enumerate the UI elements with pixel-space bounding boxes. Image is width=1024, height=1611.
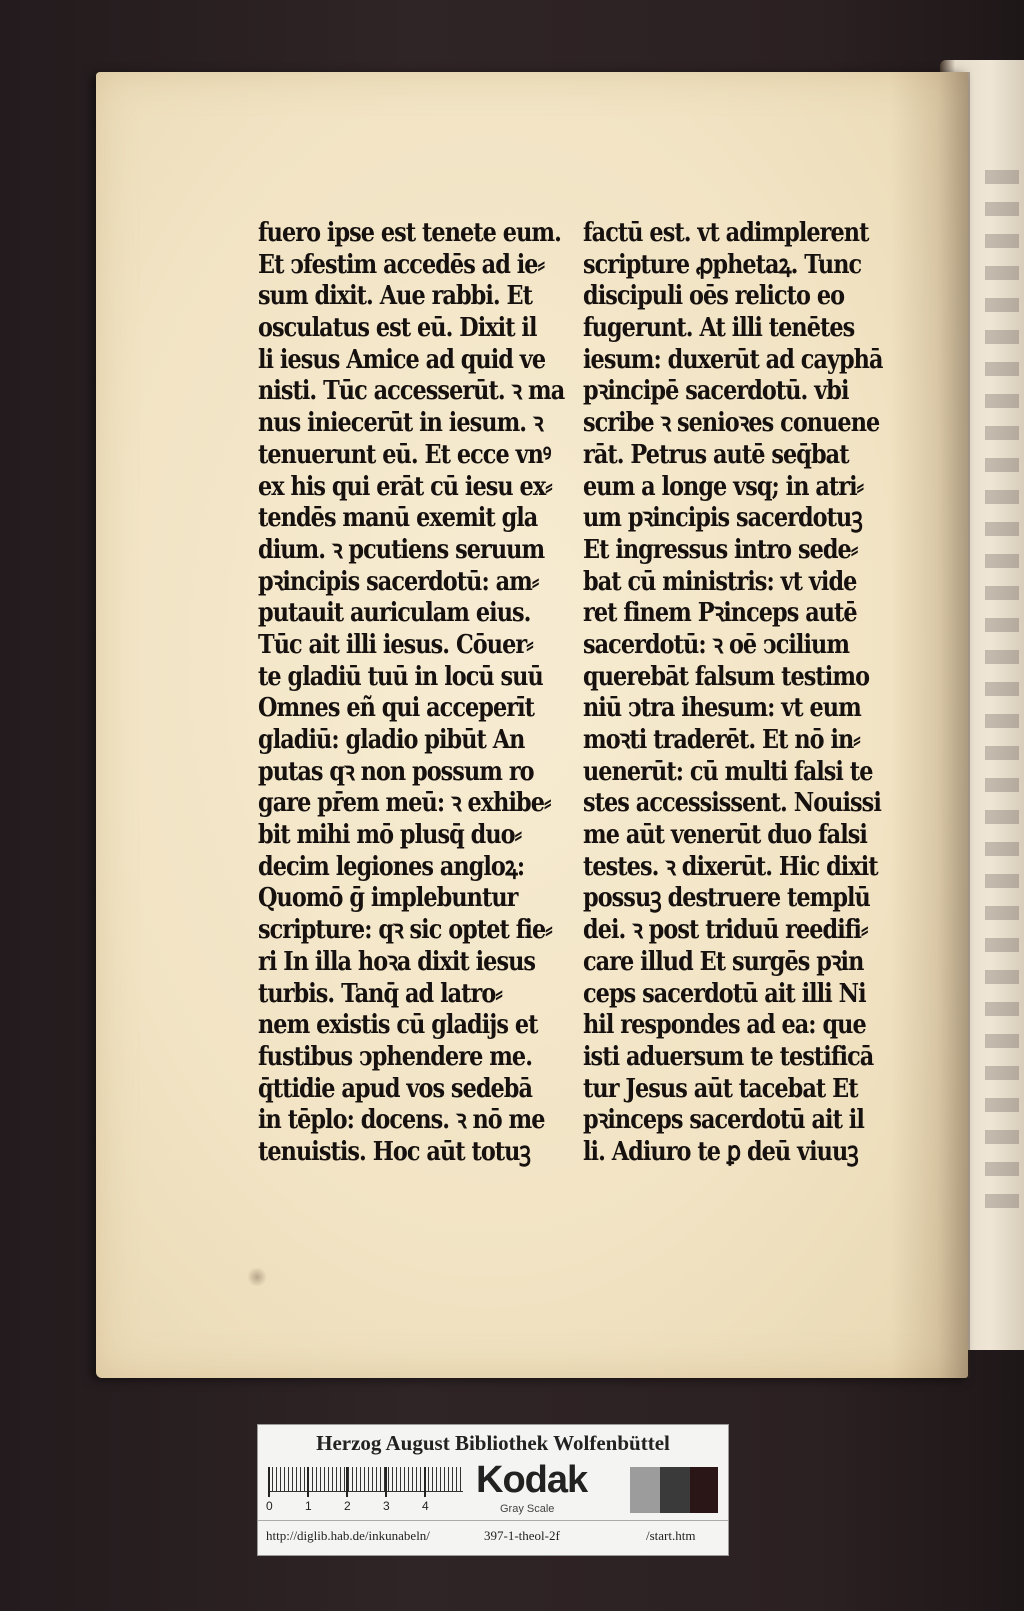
text-line: Omnes eñ qui acceperīt <box>258 693 535 724</box>
text-line: sum dixit. Aue rabbi. Et <box>258 281 533 312</box>
text-line: pꝛincipē sacerdotū. vbi <box>583 376 849 407</box>
text-line: pꝛinceps sacerdotū ait il <box>583 1105 864 1136</box>
text-line: niū ↄtra ihesum: vt eum <box>583 693 861 724</box>
library-title: Herzog August Bibliothek Wolfenbüttel <box>316 1431 670 1455</box>
text-line: gladiū: gladio pibūt An <box>258 725 525 755</box>
text-line: Tūc ait illi iesus. Cōuer⸗ <box>258 629 533 660</box>
text-line: me aūt venerūt duo falsi <box>583 820 867 851</box>
text-line: um pꝛincipis sacerdotuꝫ <box>583 503 862 534</box>
text-line: querebāt falsum testimo <box>583 661 870 692</box>
text-column-left <box>258 218 564 1169</box>
gray-patch-light <box>630 1467 660 1513</box>
text-line: Et ↄfestim accedēs ad ie⸗ <box>258 249 545 280</box>
text-line: iesum: duxerūt ad cayphā <box>583 344 883 375</box>
text-line: hil respondes ad ea: que <box>583 1010 866 1041</box>
text-line: Et ingressus intro sede⸗ <box>583 534 858 565</box>
text-line: dei. ꝛ post triduū reedifi⸗ <box>583 915 868 946</box>
gray-patch-black <box>690 1467 718 1513</box>
text-line: nem existis cū gladijs et <box>258 1010 538 1041</box>
text-line: scripture: qꝛ sic optet fie⸗ <box>258 915 552 946</box>
text-line: dium. ꝛ pcutiens seruum <box>258 534 545 565</box>
text-line: tenuerunt eū. Et ecce vnꝰ <box>258 439 551 470</box>
url-base: http://diglib.hab.de/inkunabeln/ <box>266 1528 430 1543</box>
adjacent-page-text-fragment <box>985 170 1019 1220</box>
card-divider <box>258 1520 728 1521</box>
text-line: tenuistis. Hoc aūt totuꝫ <box>258 1136 530 1167</box>
text-line: turbis. Tanq̄ ad latro⸗ <box>258 978 502 1009</box>
text-line: ri In illa hoꝛa dixit iesus <box>258 946 536 977</box>
text-line: stes accessissent. Nouissi <box>583 788 881 819</box>
ruler-label: 2 <box>344 1499 351 1513</box>
text-line: factū est. vt adimplerent <box>583 218 869 248</box>
text-line: eum a longe vsq; in atri⸗ <box>583 471 864 502</box>
color-target-card <box>257 1424 729 1556</box>
text-line: sacerdotū: ꝛ oē ↄcilium <box>583 629 850 660</box>
url-suffix: /start.htm <box>646 1528 696 1543</box>
text-line: nisti. Tūc accesserūt. ꝛ ma <box>258 376 565 407</box>
text-line: scripture ꝓphetaꝝ. Tunc <box>583 249 862 280</box>
text-line: ex his qui erāt cū iesu ex⸗ <box>258 471 552 502</box>
ruler-label: 1 <box>305 1499 312 1513</box>
text-line: tur Jesus aūt tacebat Et <box>583 1073 858 1104</box>
text-line: osculatus est eū. Dixit il <box>258 313 537 344</box>
ruler-label: 3 <box>383 1499 390 1513</box>
kodak-logo: Kodak <box>476 1459 588 1501</box>
text-line: tendēs manū exemit gla <box>258 503 538 534</box>
text-line: putas qꝛ non possum ro <box>258 756 534 787</box>
text-line: discipuli oēs relicto eo <box>583 281 845 312</box>
text-line: care illud Et surgēs pꝛin <box>583 946 864 977</box>
text-line: in tēplo: docens. ꝛ nō me <box>258 1105 545 1136</box>
scale-ruler-major-ticks <box>268 1467 463 1497</box>
text-line: uenerūt: cū multi falsi te <box>583 756 873 787</box>
text-line: ceps sacerdotū ait illi Ni <box>583 978 866 1009</box>
text-line: scribe ꝛ senioꝛes conuene <box>583 408 880 439</box>
ruler-label: 0 <box>266 1499 273 1513</box>
text-line: fuero ipse est tenete eum. <box>258 218 561 248</box>
text-line: testes. ꝛ dixerūt. Hic dixit <box>583 851 878 882</box>
gray-patch-dark <box>660 1467 690 1513</box>
text-line: rāt. Petrus autē seq̄bat <box>583 439 849 470</box>
kodak-subtitle: Gray Scale <box>500 1503 555 1515</box>
text-line: te gladiū tuū in locū suū <box>258 661 543 692</box>
text-column-right <box>583 218 883 1169</box>
text-line: isti aduersum te testificā <box>583 1041 874 1072</box>
text-line: q̄ttidie apud vos sedebā <box>258 1073 533 1104</box>
text-line: pꝛincipis sacerdotū: am⸗ <box>258 566 539 597</box>
text-line: li. Adiuro te ꝑ deū viuuꝫ <box>583 1136 858 1167</box>
text-line: Quomō ḡ implebuntur <box>258 883 518 914</box>
ink-smudge <box>246 1268 268 1286</box>
text-line: putauit auriculam eius. <box>258 598 531 629</box>
text-line: fugerunt. At illi tenētes <box>583 313 855 344</box>
text-line: ret finem Pꝛinceps autē <box>583 598 857 629</box>
text-line: possuꝫ destruere templū <box>583 883 870 914</box>
url-id: 397-1-theol-2f <box>484 1528 560 1543</box>
text-line: decim legiones angloꝝ: <box>258 851 525 882</box>
ruler-label: 4 <box>422 1499 429 1513</box>
text-line: nus iniecerūt in iesum. ꝛ <box>258 408 543 439</box>
text-line: bat cū ministris: vt vide <box>583 566 857 597</box>
text-line: fustibus ↄphendere me. <box>258 1041 533 1072</box>
text-line: li iesus Amice ad quid ve <box>258 344 546 375</box>
text-line: gare pr̄em meū: ꝛ exhibe⸗ <box>258 788 551 819</box>
text-line: moꝛti traderēt. Et nō in⸗ <box>583 725 860 755</box>
text-line: bit mihi mō plusq̄ duo⸗ <box>258 820 522 851</box>
page-gutter-shadow <box>890 72 970 1378</box>
